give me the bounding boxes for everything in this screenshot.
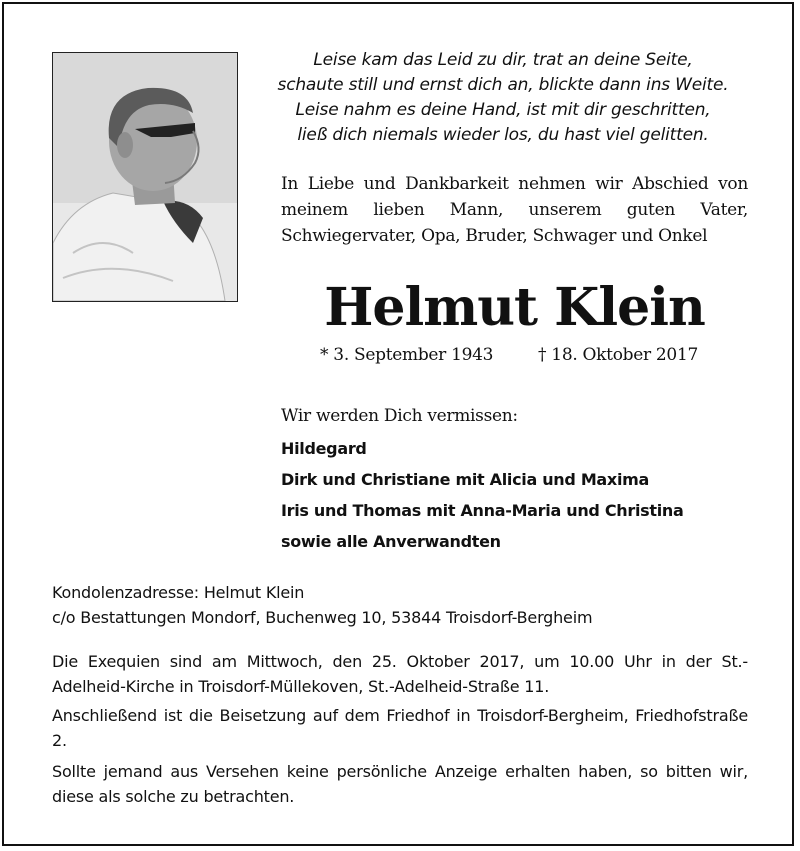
poem-line: Leise nahm es deine Hand, ist mit dir geschritten, <box>295 100 711 120</box>
birth-date: * 3. September 1943 <box>320 345 494 365</box>
deceased-name: Helmut Klein <box>324 277 705 338</box>
exequies-text: Die Exequien sind am Mittwoch, den 25. Oktober 2017, um 10.00 Uhr in der St.-Adelheid-Kirche in Troisdorf-Müllekoven, St.-Adelheid-Straße 11. <box>52 652 748 696</box>
family-member: Dirk und Christiane mit Alicia und Maxima <box>281 470 650 489</box>
condolence-line: Kondolenzadresse: Helmut Klein <box>52 583 305 602</box>
portrait-photo <box>52 52 238 302</box>
family-member: sowie alle Anverwandten <box>281 532 501 551</box>
condolence-address <box>52 580 748 630</box>
life-dates <box>320 343 720 367</box>
intro-text: In Liebe und Dankbarkeit nehmen wir Abschied von meinem lieben Mann, unserem guten Vater, Schwiegervater, Opa, Bruder, Schwager und Onkel <box>281 174 748 246</box>
family-member: Iris und Thomas mit Anna-Maria und Christina <box>281 501 684 520</box>
family-member: Hildegard <box>281 439 367 458</box>
burial-text: Anschließend ist die Beisetzung auf dem Friedhof in Troisdorf-Bergheim, Friedhofstraße 2. <box>52 706 748 750</box>
poem-line: ließ dich niemals wieder los, du hast viel gelitten. <box>297 125 709 145</box>
poem-line: schaute still und ernst dich an, blickte dann ins Weite. <box>277 75 729 95</box>
missed-line: Wir werden Dich vermissen: <box>281 406 518 426</box>
family-list <box>281 433 683 557</box>
closing-text: Sollte jemand aus Versehen keine persönliche Anzeige erhalten haben, so bitten wir, diese als solche zu betrachten. <box>52 762 748 806</box>
poem <box>258 48 748 148</box>
condolence-line: c/o Bestattungen Mondorf, Buchenweg 10, 53844 Troisdorf-Bergheim <box>52 608 593 627</box>
poem-line: Leise kam das Leid zu dir, trat an deine Seite, <box>313 50 693 70</box>
death-date: † 18. Oktober 2017 <box>538 345 698 365</box>
